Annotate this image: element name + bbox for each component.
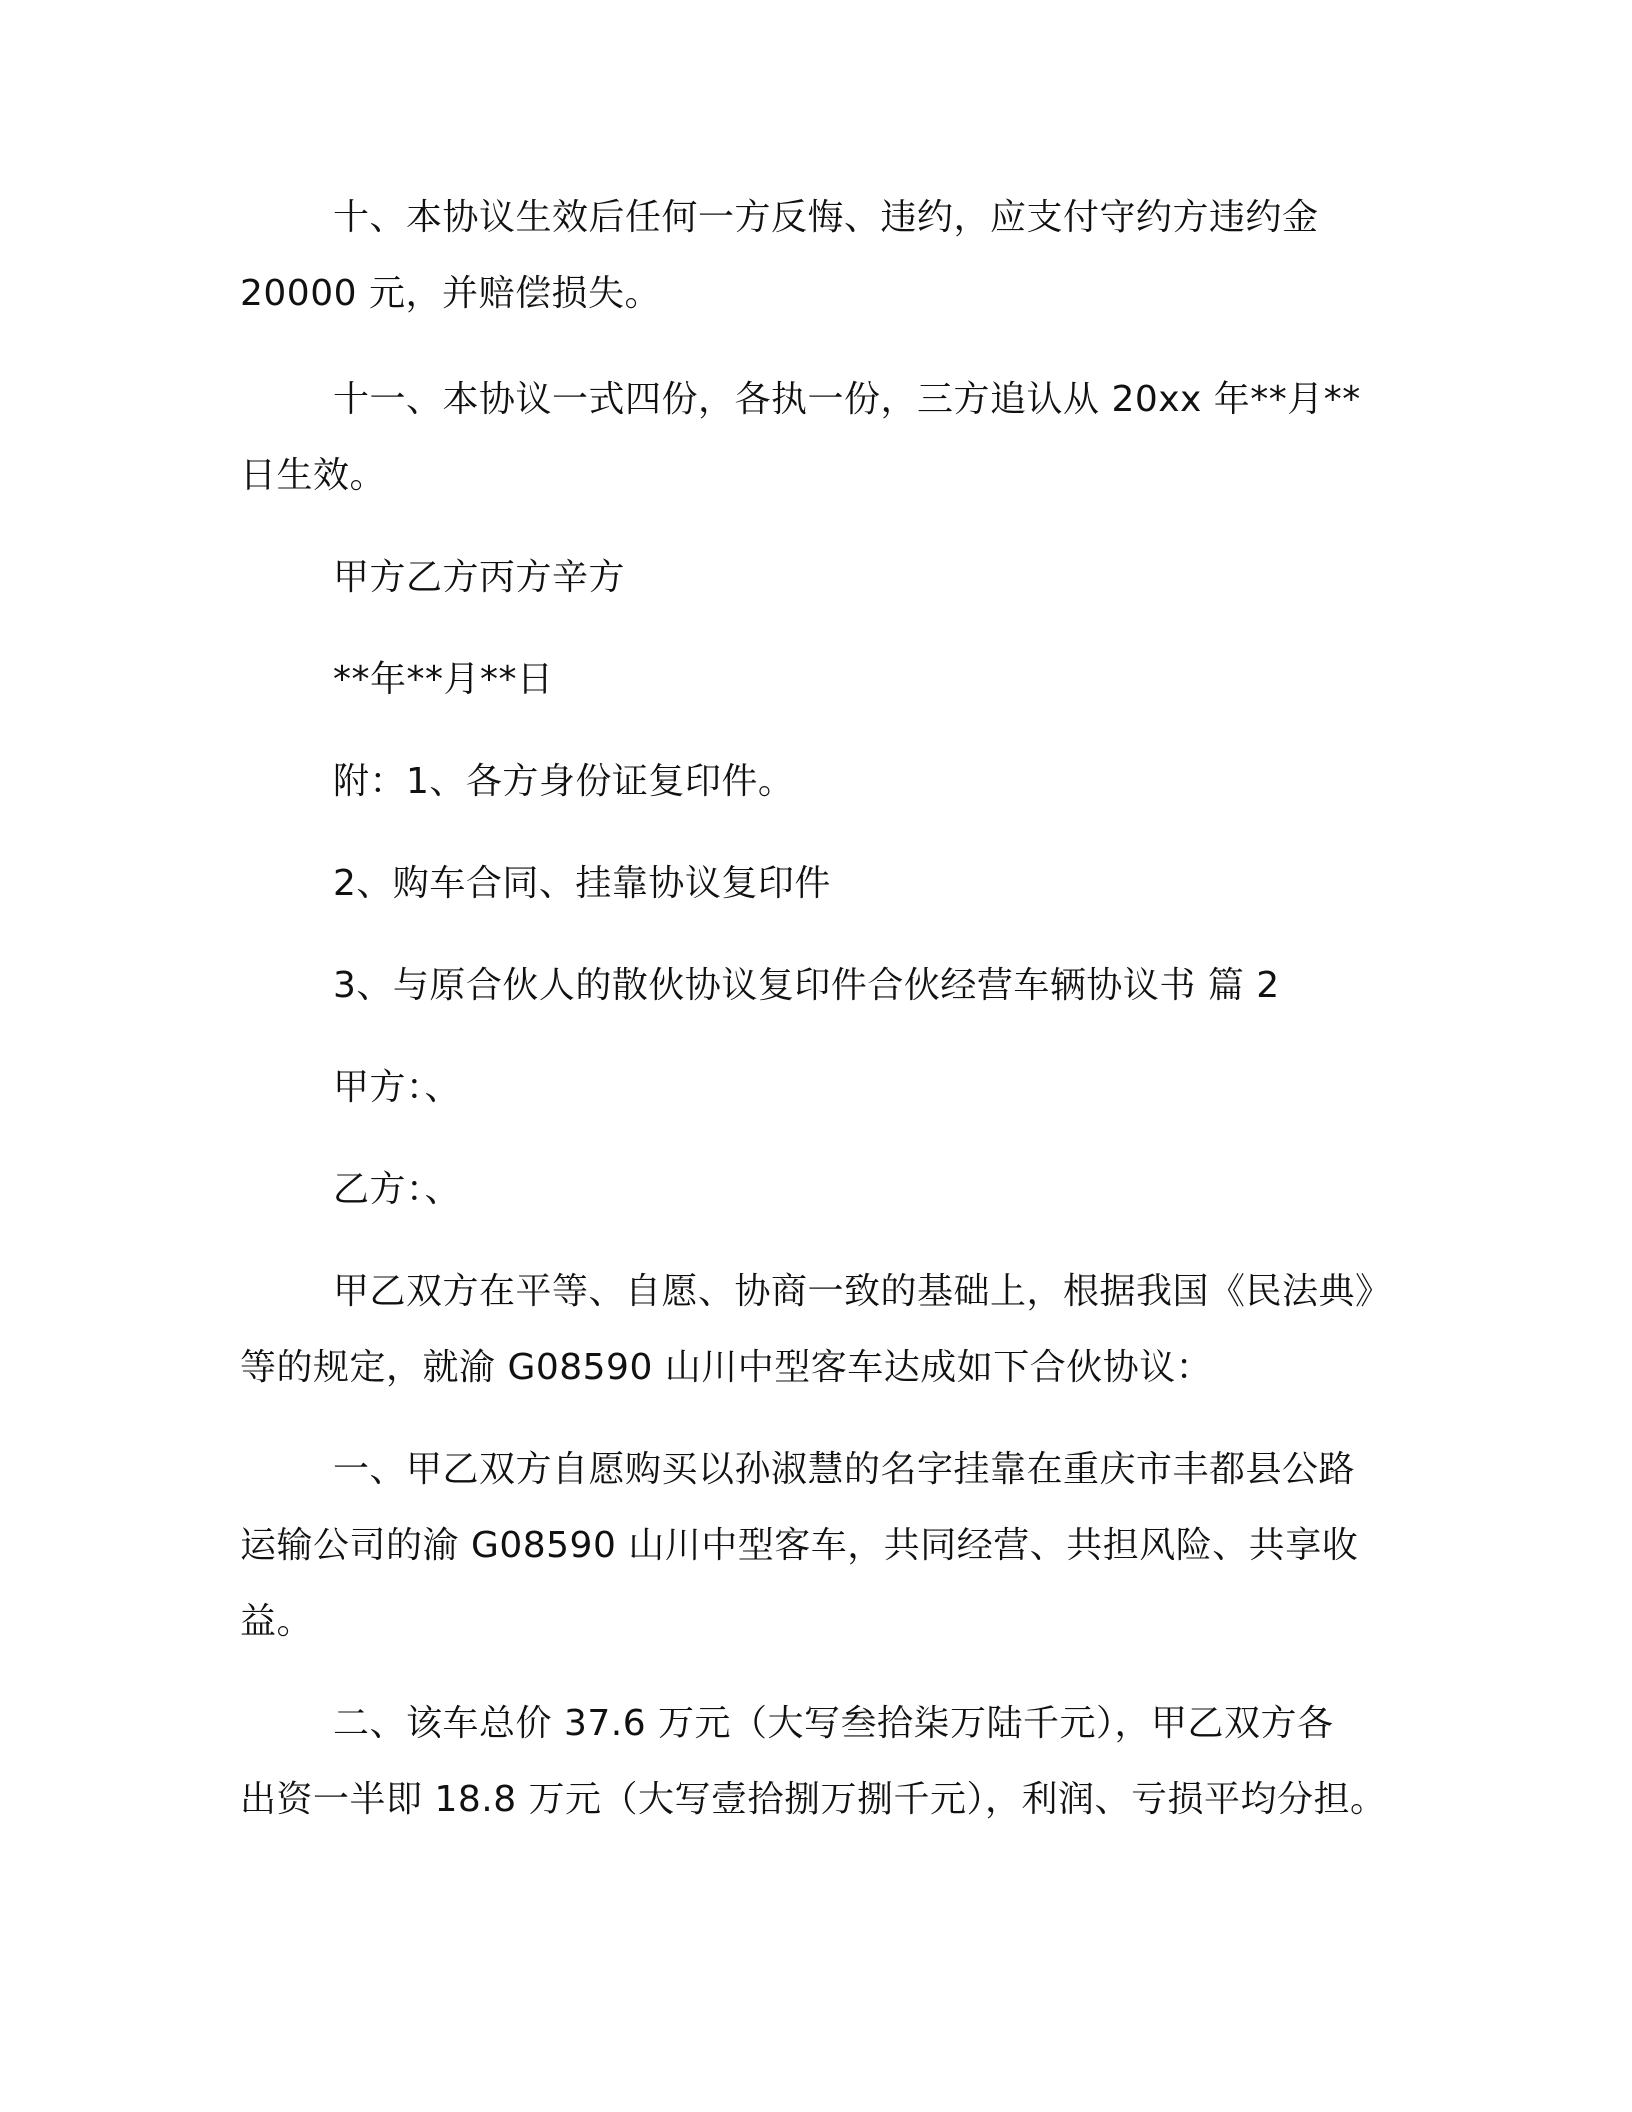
clause-10-line-2: 20000 元，并赔偿损失。 (240, 273, 661, 314)
preamble-line-2: 等的规定，就渝 G08590 山川中型客车达成如下合伙协议： (240, 1347, 1213, 1388)
party-b-line: 乙方：、 (333, 1169, 462, 1210)
preamble-line-1: 甲乙双方在平等、自愿、协商一致的基础上，根据我国《民法典》 (333, 1271, 1392, 1312)
clause-1-line-2: 运输公司的渝 G08590 山川中型客车，共同经营、共担风险、共享收 (240, 1525, 1359, 1566)
clause-1-line-1: 一、甲乙双方自愿购买以孙淑慧的名字挂靠在重庆市丰都县公路 (333, 1449, 1356, 1490)
clause-11-line-2: 日生效。 (240, 455, 387, 496)
date-line: **年**月**日 (333, 659, 554, 700)
attachment-1: 附：1、各方身份证复印件。 (333, 761, 795, 802)
clause-2-line-2: 出资一半即 18.8 万元（大写壹拾捌万捌千元），利润、亏损平均分担。 (240, 1779, 1387, 1820)
signatories-line: 甲方乙方丙方辛方 (333, 557, 626, 598)
clause-10-line-1: 十、本协议生效后任何一方反悔、违约，应支付守约方违约金 (333, 197, 1319, 238)
attachment-2: 2、购车合同、挂靠协议复印件 (333, 863, 831, 904)
clause-2-line-1: 二、该车总价 37.6 万元（大写叁拾柒万陆千元），甲乙双方各 (333, 1703, 1334, 1744)
attachment-3: 3、与原合伙人的散伙协议复印件合伙经营车辆协议书 篇 2 (333, 965, 1280, 1006)
clause-1-line-3: 益。 (240, 1601, 314, 1642)
clause-11-line-1: 十一、本协议一式四份，各执一份，三方追认从 20xx 年**月** (333, 379, 1361, 420)
party-a-line: 甲方：、 (333, 1067, 462, 1108)
